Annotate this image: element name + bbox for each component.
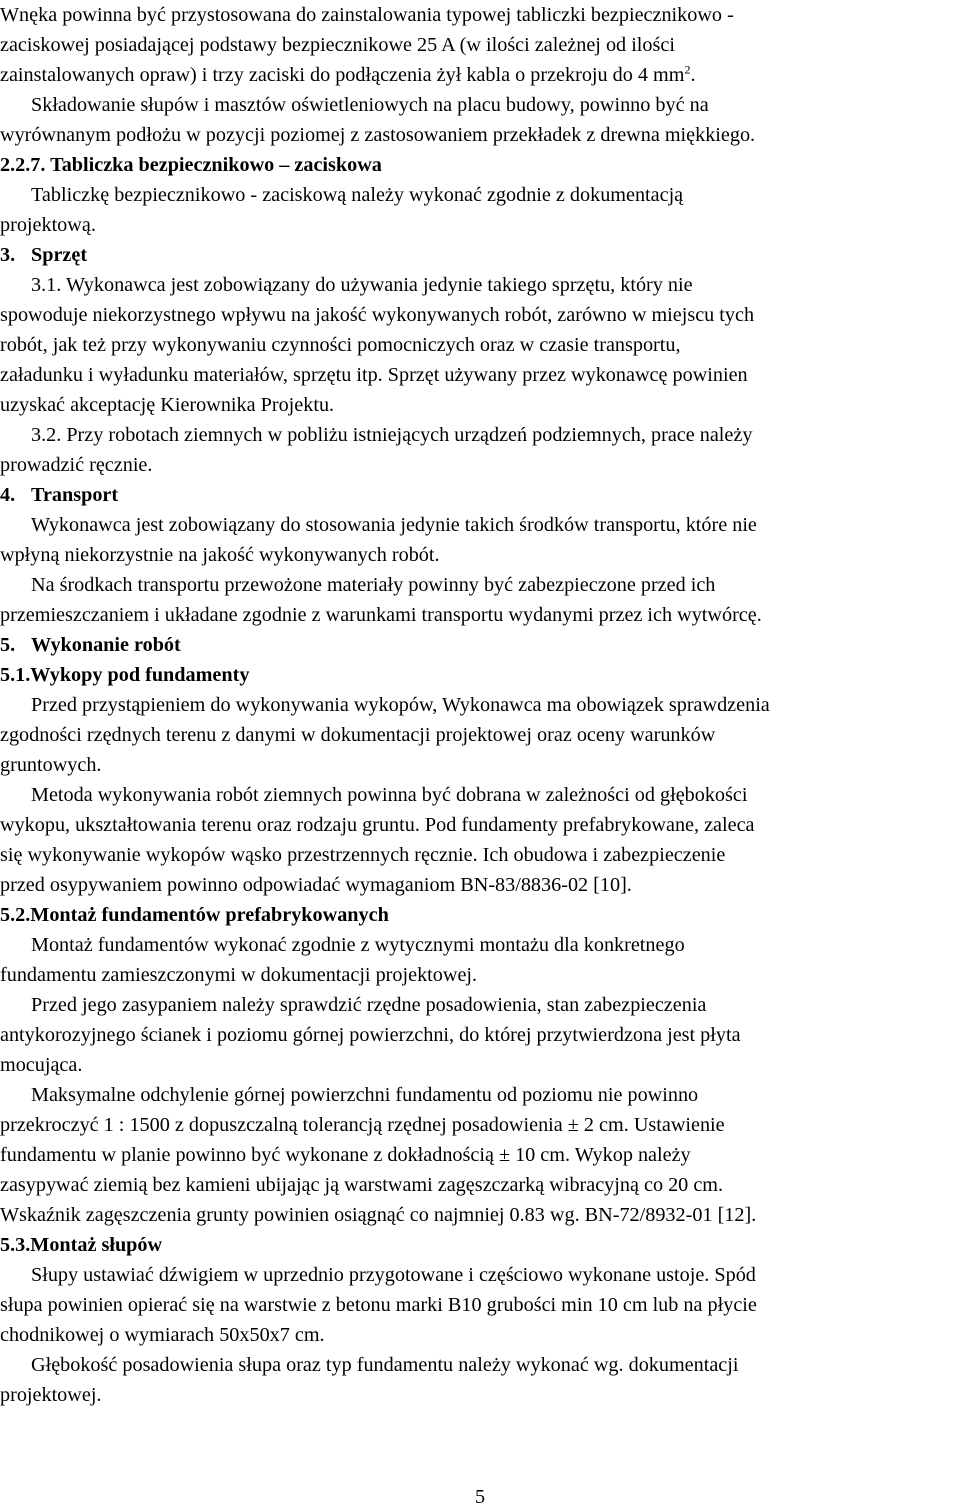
text-line: Na środkach transportu przewożone materiały powinny być zabezpieczone przed ich xyxy=(31,574,716,596)
text-line: wyrównanym podłożu w pozycji poziomej z zastosowaniem przekładek z drewna miękkiego. xyxy=(0,124,756,146)
section-heading-3 xyxy=(0,240,87,270)
text-line: Składowanie słupów i masztów oświetleniowych na placu budowy, powinno być na xyxy=(31,94,709,116)
text-line: uzyskać akceptację Kierownika Projektu. xyxy=(0,394,335,416)
section-number: 4. xyxy=(0,484,16,506)
text-line xyxy=(0,60,696,90)
text-line: fundamentu zamieszczonymi w dokumentacji projektowej. xyxy=(0,964,478,986)
text-line: 3.1. Wykonawca jest zobowiązany do używania jedynie takiego sprzętu, który nie xyxy=(31,274,693,296)
text-line: przed osypywaniem powinno odpowiadać wymaganiom BN-83/8836-02 [10]. xyxy=(0,874,632,896)
text-line: projektowej. xyxy=(0,1384,102,1406)
section-heading-5-2: 5.2.Montaż fundamentów prefabrykowanych xyxy=(0,904,389,926)
text-line: przemieszczaniem i układane zgodnie z warunkami transportu wydanymi przez ich wytwórcę. xyxy=(0,604,762,626)
text-line: Wnęka powinna być przystosowana do zainstalowania typowej tabliczki bezpiecznikowo - xyxy=(0,4,734,26)
text-line: mocująca. xyxy=(0,1054,83,1076)
section-title: Transport xyxy=(31,484,119,506)
text-line: słupa powinien opierać się na warstwie z betonu marki B10 grubości min 10 cm lub na płycie xyxy=(0,1294,757,1316)
section-title: Sprzęt xyxy=(31,244,88,266)
text-line: 3.2. Przy robotach ziemnych w pobliżu istniejących urządzeń podziemnych, prace należy xyxy=(31,424,753,446)
page-number: 5 xyxy=(474,1486,486,1508)
text-line: chodnikowej o wymiarach 50x50x7 cm. xyxy=(0,1324,325,1346)
text-line: Przed przystąpieniem do wykonywania wykopów, Wykonawca ma obowiązek sprawdzenia xyxy=(31,694,770,716)
section-heading-5 xyxy=(0,630,181,660)
text-line: zasypywać ziemią bez kamieni ubijając ją warstwami zagęszczarką wibracyjną co 20 cm. xyxy=(0,1174,724,1196)
text-line: Tabliczkę bezpiecznikowo - zaciskową należy wykonać zgodnie z dokumentacją xyxy=(31,184,684,206)
text-line: prowadzić ręcznie. xyxy=(0,454,153,476)
text-line: Przed jego zasypaniem należy sprawdzić rzędne posadowienia, stan zabezpieczenia xyxy=(31,994,707,1016)
section-heading-5-3: 5.3.Montaż słupów xyxy=(0,1234,163,1256)
text-line: Montaż fundamentów wykonać zgodnie z wytycznymi montażu dla konkretnego xyxy=(31,934,685,956)
text-line: Maksymalne odchylenie górnej powierzchni fundamentu od poziomu nie powinno xyxy=(31,1084,699,1106)
text-line: wykopu, ukształtowania terenu oraz rodzaju gruntu. Pod fundamenty prefabrykowane, zaleca xyxy=(0,814,755,836)
text-line: zaciskowej posiadającej podstawy bezpiecznikowe 25 A (w ilości zależnej od ilości xyxy=(0,34,675,56)
text-line: Słupy ustawiać dźwigiem w uprzednio przygotowane i częściowo wykonane ustoje. Spód xyxy=(31,1264,756,1286)
text-line: spowoduje niekorzystnego wpływu na jakość wykonywanych robót, zarówno w miejscu tych xyxy=(0,304,755,326)
text-line: Wykonawca jest zobowiązany do stosowania jedynie takich środków transportu, które nie xyxy=(31,514,757,536)
section-number: 5. xyxy=(0,634,16,656)
text-line: wpłyną niekorzystnie na jakość wykonywanych robót. xyxy=(0,544,440,566)
text-span: . xyxy=(690,64,696,86)
section-heading-5-1: 5.1.Wykopy pod fundamenty xyxy=(0,664,250,686)
text-line: gruntowych. xyxy=(0,754,102,776)
text-line: antykorozyjnego ścianek i poziomu górnej powierzchni, do której przytwierdzona jest płyta xyxy=(0,1024,741,1046)
superscript: 2 xyxy=(684,62,691,77)
text-span: zainstalowanych opraw) i trzy zaciski do podłączenia żył kabla o przekroju do 4 mm xyxy=(0,64,685,86)
text-line: projektową. xyxy=(0,214,96,236)
section-heading-4 xyxy=(0,480,118,510)
text-line: się wykonywanie wykopów wąsko przestrzennych ręcznie. Ich obudowa i zabezpieczenie xyxy=(0,844,726,866)
section-heading-2-2-7: 2.2.7. Tabliczka bezpiecznikowo – zaciskowa xyxy=(0,154,382,176)
text-line: Wskaźnik zagęszczenia grunty powinien osiągnąć co najmniej 0.83 wg. BN-72/8932-01 [12]. xyxy=(0,1204,757,1226)
text-line: robót, jak też przy wykonywaniu czynności pomocniczych oraz w czasie transportu, xyxy=(0,334,681,356)
text-line: Metoda wykonywania robót ziemnych powinna być dobrana w zależności od głębokości xyxy=(31,784,748,806)
text-line: załadunku i wyładunku materiałów, sprzętu itp. Sprzęt używany przez wykonawcę powinien xyxy=(0,364,748,386)
text-line: przekroczyć 1 : 1500 z dopuszczalną tolerancją rzędnej posadowienia ± 2 cm. Ustawienie xyxy=(0,1114,725,1136)
text-line: zgodności rzędnych terenu z danymi w dokumentacji projektowej oraz oceny warunków xyxy=(0,724,716,746)
text-line: fundamentu w planie powinno być wykonane z dokładnością ± 10 cm. Wykop należy xyxy=(0,1144,691,1166)
text-line: Głębokość posadowienia słupa oraz typ fundamentu należy wykonać wg. dokumentacji xyxy=(31,1354,739,1376)
section-number: 3. xyxy=(0,244,16,266)
section-title: Wykonanie robót xyxy=(31,634,181,656)
